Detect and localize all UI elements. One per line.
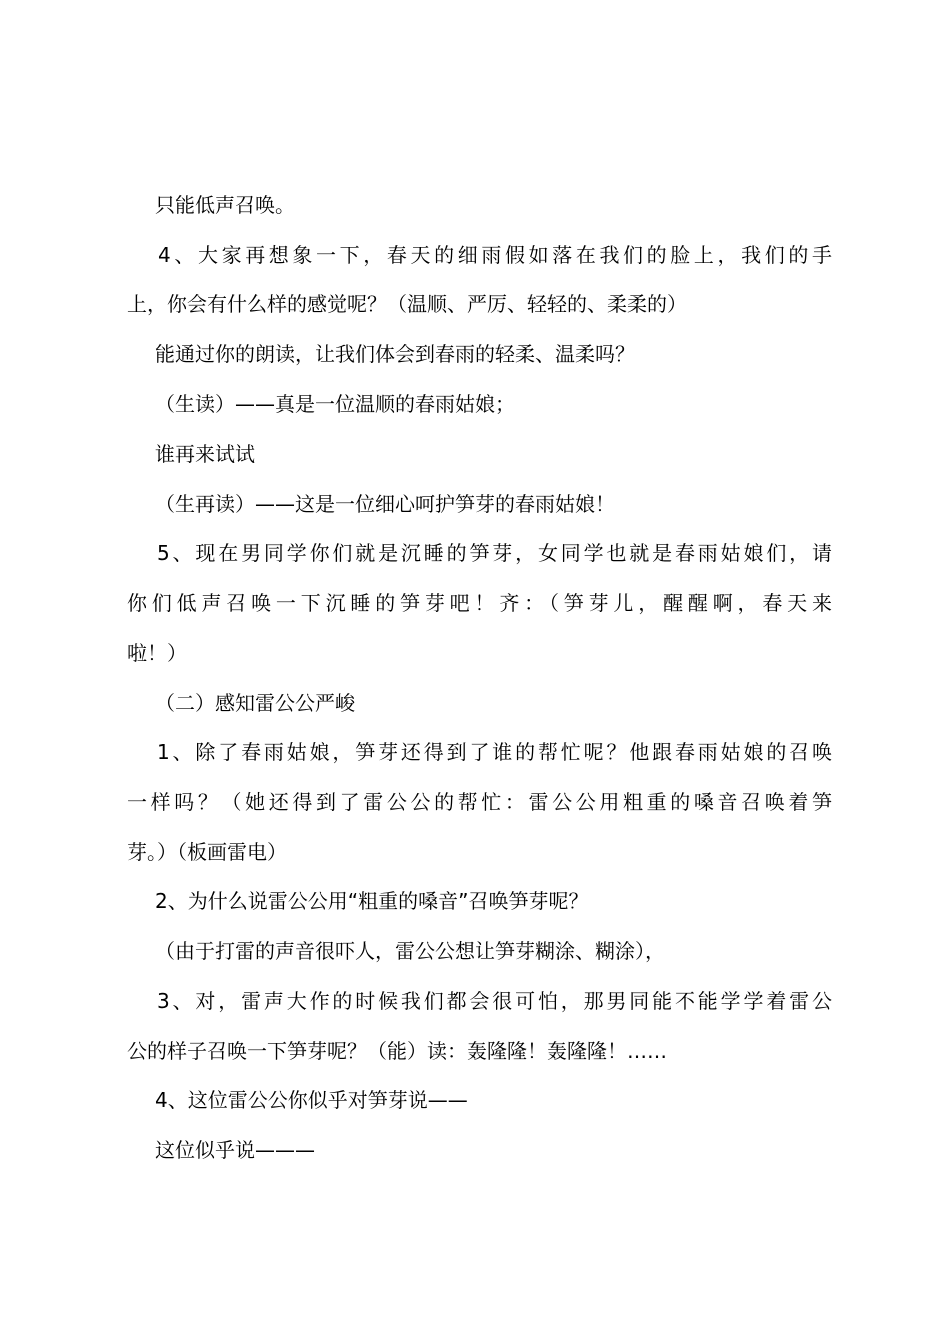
text-line: 4、大家再想象一下，春天的细雨假如落在我们的脸上，我们的手 xyxy=(158,243,832,267)
text-line: （生读）——真是一位温顺的春雨姑娘； xyxy=(155,392,515,416)
text-line: 2、为什么说雷公公用“粗重的嗓音”召唤笋芽呢？ xyxy=(155,889,589,913)
text-line: 你们低声召唤一下沉睡的笋芽吧！齐：（笋芽儿，醒醒啊，春天来 xyxy=(127,591,832,615)
text-line: 这位似乎说——— xyxy=(155,1138,315,1162)
text-line: 1、除了春雨姑娘，笋芽还得到了谁的帮忙呢？他跟春雨姑娘的召唤 xyxy=(157,740,832,764)
text-line: （由于打雷的声音很吓人，雷公公想让笋芽糊涂、糊涂）， xyxy=(155,939,665,963)
text-line: 4、这位雷公公你似乎对笋芽说—— xyxy=(155,1088,468,1112)
text-line: 上，你会有什么样的感觉呢？（温顺、严厉、轻轻的、柔柔的） xyxy=(127,292,687,316)
text-line: 公的样子召唤一下笋芽呢？（能）读：轰隆隆！轰隆隆！…… xyxy=(127,1039,667,1063)
section-heading: （二）感知雷公公严峻 xyxy=(155,691,355,715)
text-line: 3、对，雷声大作的时候我们都会很可怕，那男同能不能学学着雷公 xyxy=(157,989,832,1013)
text-line: 只能低声召唤。 xyxy=(155,193,295,217)
text-line: 一样吗？（她还得到了雷公公的帮忙：雷公公用粗重的嗓音召唤着笋 xyxy=(127,790,832,814)
text-line: 谁再来试试 xyxy=(155,442,255,466)
text-line: 啦！） xyxy=(127,641,187,665)
text-line: 5、现在男同学你们就是沉睡的笋芽，女同学也就是春雨姑娘们，请 xyxy=(157,541,832,565)
text-line: 芽。）（板画雷电） xyxy=(127,840,287,864)
text-line: （生再读）——这是一位细心呵护笋芽的春雨姑娘！ xyxy=(155,492,615,516)
text-line: 能通过你的朗读，让我们体会到春雨的轻柔、温柔吗？ xyxy=(155,342,635,366)
